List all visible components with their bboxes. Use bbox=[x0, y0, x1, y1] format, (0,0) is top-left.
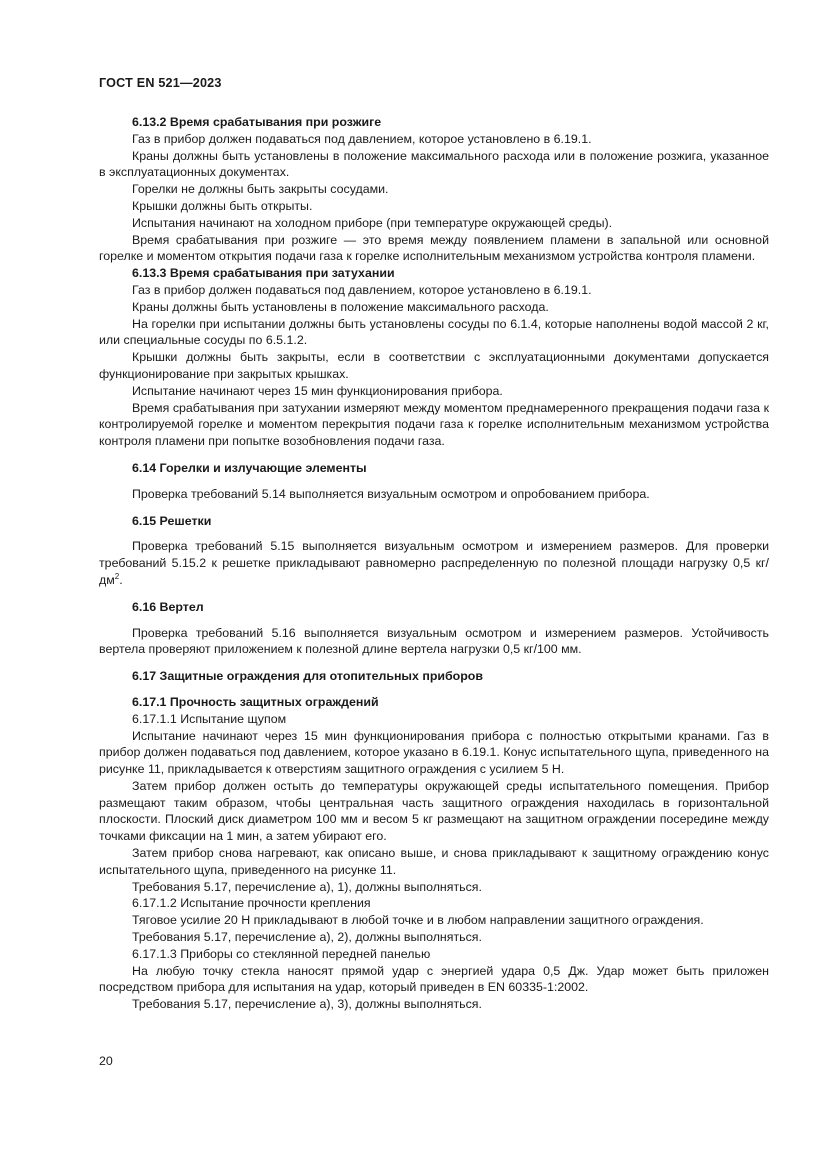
paragraph: На горелки при испытании должны быть установлены сосуды по 6.1.4, которые наполнены водой массой 2 кг, или специальные сосуды по 6.5.1.2. bbox=[99, 316, 769, 348]
paragraph: На любую точку стекла наносят прямой удар с энергией удара 0,5 Дж. Удар может быть приложен посредством прибора для испытания на удар, который приведен в EN 60335-1:2002. bbox=[99, 963, 769, 995]
paragraph: Краны должны быть установлены в положение максимального расхода или в положение розжига, указанное в эксплуатационных документах. bbox=[99, 148, 769, 180]
paragraph: Тяговое усилие 20 Н прикладывают в любой точке и в любом направлении защитного ограждения. bbox=[132, 913, 704, 928]
paragraph: Требования 5.17, перечисление а), 1), должны выполняться. bbox=[132, 879, 482, 894]
paragraph: Горелки не должны быть закрыты сосудами. bbox=[132, 182, 389, 197]
paragraph: Краны должны быть установлены в положение максимального расхода. bbox=[132, 299, 549, 314]
paragraph-6-15 bbox=[99, 538, 769, 588]
paragraph: Проверка требований 5.16 выполняется визуальным осмотром и измерением размеров. Устойчивость вертела проверяют приложением к полезной длине вертела нагрузки 0,5 кг/100 мм. bbox=[99, 625, 769, 657]
heading-6-13-3: 6.13.3 Время срабатывания при затухании bbox=[132, 266, 395, 281]
heading-6-17: 6.17 Защитные ограждения для отопительных приборов bbox=[132, 669, 483, 684]
paragraph: Испытание начинают через 15 мин функционирования прибора. bbox=[132, 383, 503, 398]
paragraph: Испытание начинают через 15 мин функционирования прибора с полностью открытыми кранами. Газ в прибор должен подаваться под давлением, которое указано в 6.19.1. Конус испытательного щупа, приведенного на рисунке 11, прикладывается к отверстиям защитного ограждения с усилием 5 Н. bbox=[99, 728, 769, 777]
heading-6-15: 6.15 Решетки bbox=[132, 513, 212, 528]
paragraph: Затем прибор должен остыть до температуры окружающей среды испытательного помещения. Прибор размещают таким образом, чтобы центральная часть защитного ограждения находилась в горизонтальной плоскости. Плоский диск диаметром 100 мм и весом 5 кг размещают на защитном ограждении посередине между точками фиксации на 1 мин, а затем убирают его. bbox=[99, 778, 769, 844]
paragraph: Крышки должны быть закрыты, если в соответствии с эксплуатационными документами допускается функционирование при закрытых крышках. bbox=[99, 350, 769, 381]
paragraph: Проверка требований 5.14 выполняется визуальным осмотром и опробованием прибора. bbox=[132, 486, 650, 501]
document-header: ГОСТ EN 521—2023 bbox=[99, 76, 222, 90]
paragraph: Крышки должны быть открыты. bbox=[132, 198, 313, 213]
page-number: 20 bbox=[99, 1054, 113, 1068]
heading-6-17-1-2: 6.17.1.2 Испытание прочности крепления bbox=[132, 896, 371, 911]
paragraph: Газ в прибор должен подаваться под давлением, которое установлено в 6.19.1. bbox=[132, 282, 592, 297]
paragraph: Время срабатывания при затухании измеряют между моментом преднамеренного прекращения подачи газа к контролируемой горелке и моментом перекрытия подачи газа к горелке исполнительным механизмом устройства контроля пламени при попытке возобновления подачи газа. bbox=[99, 400, 769, 449]
superscript: 2 bbox=[114, 571, 120, 581]
document-body bbox=[99, 114, 769, 1013]
paragraph-end: . bbox=[119, 572, 123, 587]
paragraph: Требования 5.17, перечисление а), 3), должны выполняться. bbox=[132, 997, 482, 1012]
paragraph: Испытания начинают на холодном приборе (при температуре окружающей среды). bbox=[132, 215, 613, 230]
heading-6-17-1-1: 6.17.1.1 Испытание щупом bbox=[132, 711, 287, 726]
paragraph: Затем прибор снова нагревают, как описано выше, и снова прикладывают к защитному ограждению конус испытательного щупа, приведенного на рисунке 11. bbox=[99, 846, 769, 877]
heading-6-13-2: 6.13.2 Время срабатывания при розжиге bbox=[132, 115, 382, 129]
heading-6-17-1: 6.17.1 Прочность защитных ограждений bbox=[132, 694, 379, 709]
heading-6-16: 6.16 Вертел bbox=[132, 599, 204, 614]
paragraph: Требования 5.17, перечисление а), 2), должны выполняться. bbox=[132, 930, 482, 945]
paragraph: Время срабатывания при розжиге — это время между появлением пламени в запальной или основной горелке и моментом открытия подачи газа к горелке исполнительным механизмом устройства контроля пламени. bbox=[99, 232, 769, 264]
paragraph-text: Проверка требований 5.15 выполняется визуальным осмотром и измерением размеров. Для проверки требований 5.15.2 к решетке прикладывают равномерно распределенную по полезной площади нагрузку 0,5 кг/дм bbox=[99, 539, 769, 587]
paragraph: Газ в прибор должен подаваться под давлением, которое установлено в 6.19.1. bbox=[132, 131, 592, 146]
heading-6-14: 6.14 Горелки и излучающие элементы bbox=[132, 460, 367, 475]
heading-6-17-1-3: 6.17.1.3 Приборы со стеклянной передней панелью bbox=[132, 946, 431, 961]
